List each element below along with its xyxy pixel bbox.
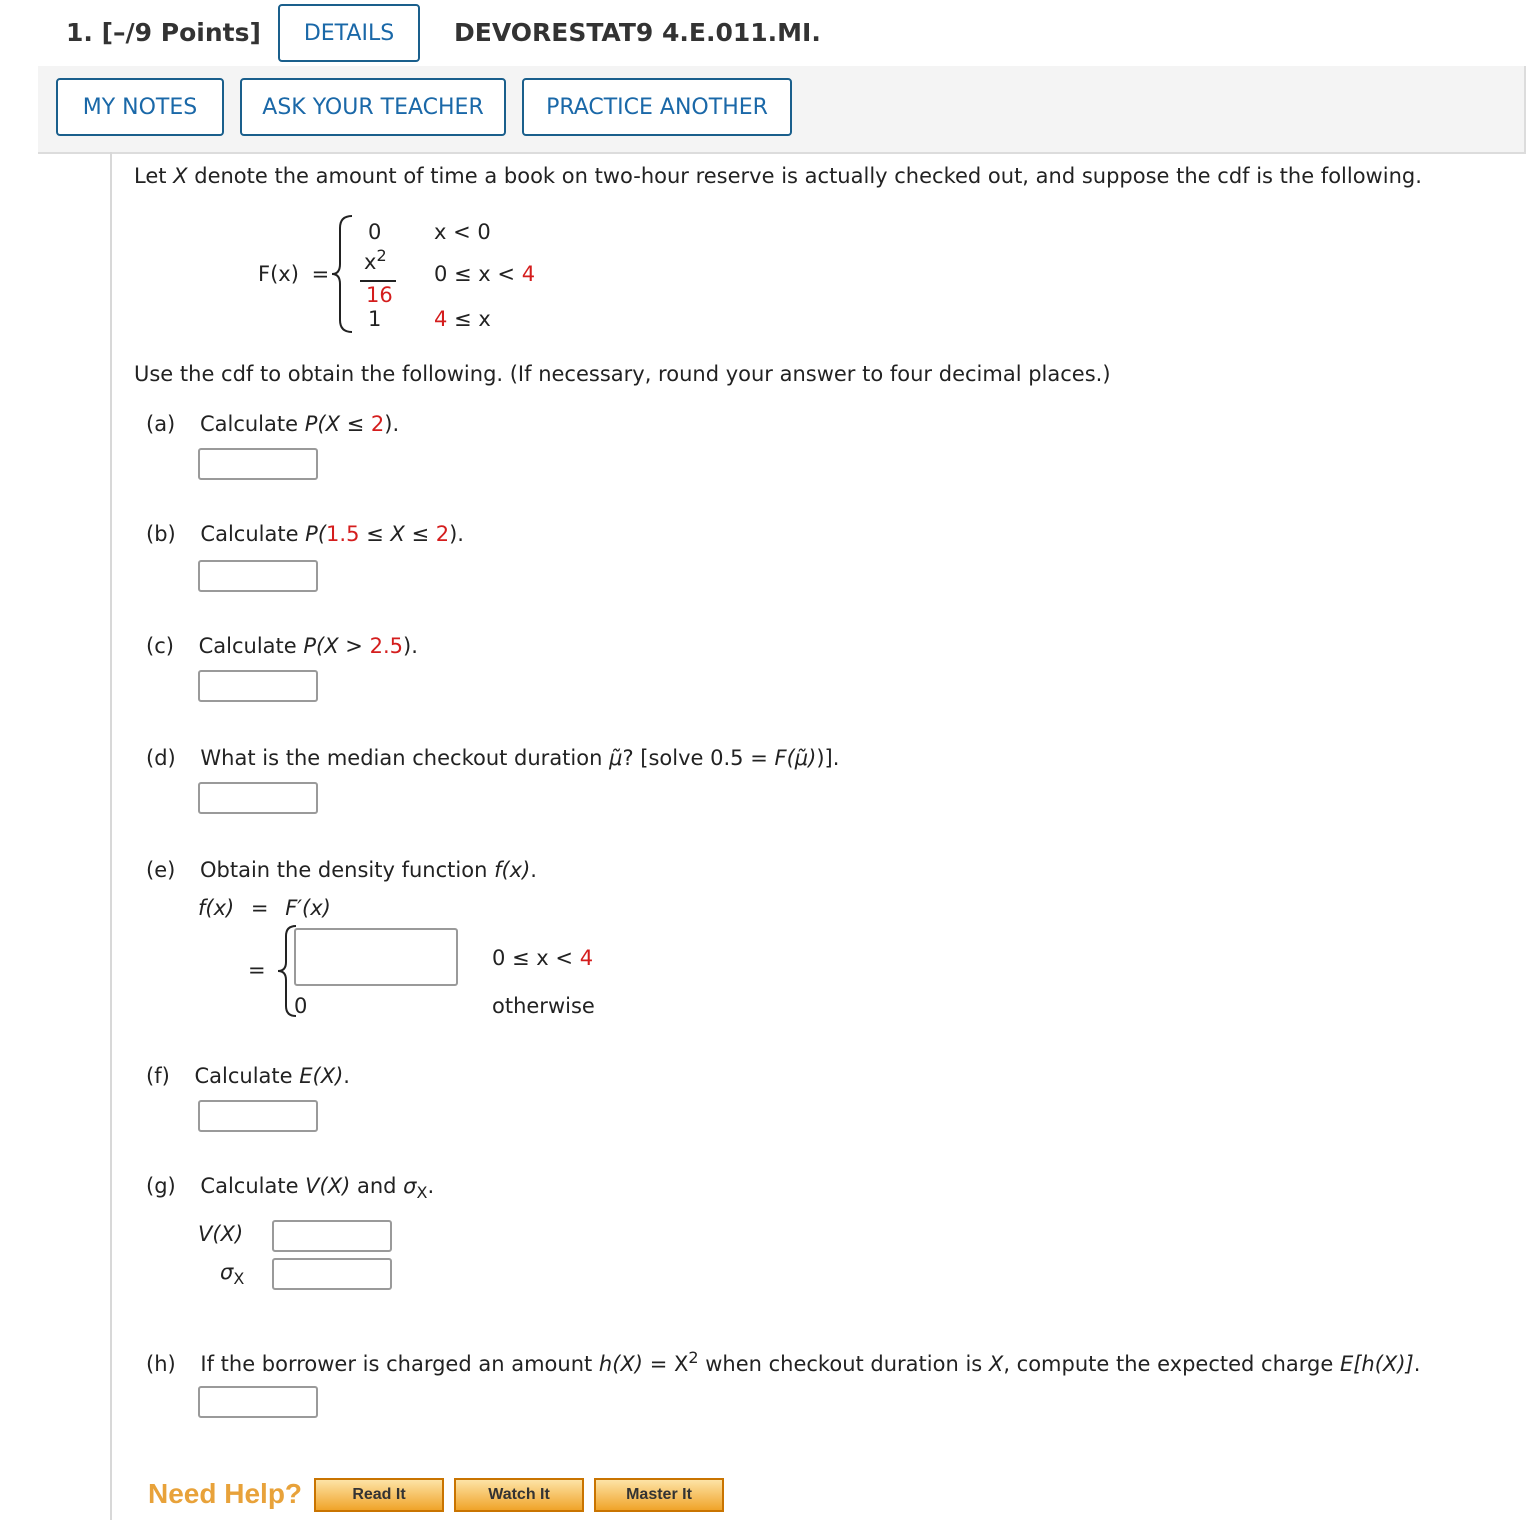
cdf-case-2-denominator: 16 (366, 283, 393, 307)
part-text: Calculate (200, 1174, 306, 1198)
part-text: Obtain the density function (200, 858, 495, 882)
expr: P( (305, 522, 327, 546)
intro-prefix: Let (134, 164, 174, 188)
expr-var: X (988, 1352, 1004, 1376)
std-dev-input[interactable] (272, 1258, 392, 1290)
numerator-exponent: 2 (376, 246, 387, 265)
part-f-prompt (146, 1064, 350, 1088)
std-dev-label (220, 1260, 244, 1288)
sigma-subscript: X (233, 1269, 245, 1289)
part-c-prompt (146, 634, 418, 658)
expr-end: . (1413, 1352, 1421, 1376)
variance-input[interactable] (272, 1220, 392, 1252)
part-e-prompt (146, 858, 537, 882)
part-letter: (d) (146, 746, 176, 770)
part-d-prompt (146, 746, 839, 770)
sigma-subscript: X (416, 1183, 428, 1203)
density-equals-2: = (248, 958, 266, 982)
variance-label: V(X) (198, 1222, 244, 1246)
density-lhs: f(x) (198, 896, 235, 920)
cdf-case-3-condition (434, 307, 491, 331)
answer-input-a[interactable] (198, 448, 318, 480)
points-label: [–/9 Points] (101, 18, 261, 47)
sigma-symbol: σ (220, 1260, 234, 1284)
expr-mid: ≤ X ≤ (359, 522, 436, 546)
ask-teacher-button[interactable]: ASK YOUR TEACHER (240, 78, 506, 136)
part-text: Calculate (200, 522, 306, 546)
expr-end: ). (384, 412, 400, 436)
part-text-2: ? [solve 0.5 = (622, 746, 775, 770)
cdf-equals: = (311, 262, 330, 286)
master-it-button[interactable] (594, 1478, 724, 1512)
intro-variable: X (173, 164, 188, 188)
cdf-case-3-value: 1 (368, 307, 382, 331)
density-condition-1 (492, 946, 593, 970)
answer-input-f[interactable] (198, 1100, 318, 1132)
part-text-3: , compute the expected charge (1003, 1352, 1340, 1376)
watch-it-label: Watch It (488, 1486, 550, 1503)
part-a-prompt (146, 412, 399, 436)
expr: E(X) (299, 1064, 344, 1088)
cond-b: ≤ x (447, 307, 491, 331)
expr-num2: 2 (435, 522, 450, 546)
part-text: What is the median checkout duration (200, 746, 610, 770)
expr-end: . (530, 858, 537, 882)
part-g-prompt (146, 1174, 434, 1202)
question-number-text: 1. (66, 18, 93, 47)
part-text: If the borrower is charged an amount (200, 1352, 599, 1376)
watch-it-button[interactable] (454, 1478, 584, 1512)
expr-2: E[h(X)] (1339, 1352, 1414, 1376)
practice-another-button[interactable]: PRACTICE ANOTHER (522, 78, 792, 136)
density-line-1 (198, 896, 331, 920)
part-text: Calculate (199, 412, 305, 436)
part-letter: (a) (146, 412, 176, 436)
density-rhs: F′(x) (285, 896, 331, 920)
part-letter: (b) (146, 522, 176, 546)
part-text-2: when checkout duration is (698, 1352, 989, 1376)
part-text: Calculate (198, 634, 304, 658)
part-text-3: )]. (816, 746, 840, 770)
cond-b: 4 (521, 262, 536, 286)
numerator-var: x (364, 250, 377, 274)
expr-exponent: 2 (688, 1348, 699, 1367)
cdf-case-1-value: 0 (368, 220, 382, 244)
expr-end: . (343, 1064, 350, 1088)
cond-a: 0 ≤ x < (492, 946, 580, 970)
expr-eq: = X (643, 1352, 689, 1376)
cdf-brace (330, 214, 356, 334)
instructions: Use the cdf to obtain the following. (If necessary, round your answer to four decimal places.) (134, 362, 1111, 386)
intro-suffix: denote the amount of time a book on two-hour reserve is actually checked out, and suppose the cdf is the following. (187, 164, 1422, 188)
read-it-label: Read It (352, 1486, 406, 1503)
density-zero: 0 (294, 994, 308, 1018)
expr: F(μ̃) (774, 746, 817, 770)
part-text: Calculate (194, 1064, 300, 1088)
part-b-prompt (146, 522, 464, 546)
median-symbol: μ̃ (609, 746, 623, 770)
question-number (66, 18, 261, 47)
cdf-case-2-condition (434, 262, 535, 286)
expr-num: 1.5 (326, 522, 360, 546)
answer-input-b[interactable] (198, 560, 318, 592)
cdf-function-name: F(x) (258, 262, 299, 286)
answer-input-h[interactable] (198, 1386, 318, 1418)
part-h-prompt (146, 1348, 1420, 1376)
expr-end: ). (403, 634, 418, 658)
expr-end: ). (449, 522, 464, 546)
part-letter: (f) (146, 1064, 170, 1088)
my-notes-button[interactable]: MY NOTES (56, 78, 224, 136)
expr: V(X) (305, 1174, 351, 1198)
need-help-label: Need Help? (148, 1478, 303, 1509)
answer-input-c[interactable] (198, 670, 318, 702)
answer-input-d[interactable] (198, 782, 318, 814)
part-letter: (g) (146, 1174, 176, 1198)
part-letter: (h) (146, 1352, 176, 1376)
read-it-button[interactable] (314, 1478, 444, 1512)
part-letter: (e) (146, 858, 176, 882)
problem-intro (134, 164, 1422, 188)
density-equals: = (250, 896, 269, 920)
part-letter: (c) (146, 634, 174, 658)
density-input[interactable] (294, 928, 458, 986)
cond-b: 4 (579, 946, 594, 970)
cond-a: 4 (434, 307, 448, 331)
fraction-bar (360, 280, 396, 282)
content-divider (110, 152, 112, 1520)
expr: h(X) (598, 1352, 644, 1376)
master-it-label: Master It (626, 1486, 692, 1503)
cond-a: 0 ≤ x < (434, 262, 522, 286)
expr-end: . (427, 1174, 435, 1198)
expr: P(X ≤ (304, 412, 371, 436)
details-button[interactable]: DETAILS (278, 4, 420, 62)
cdf-case-2-numerator (364, 246, 387, 274)
question-code: DEVORESTAT9 4.E.011.MI. (454, 18, 821, 47)
expr: f(x) (494, 858, 531, 882)
cdf-case-1-condition: x < 0 (434, 220, 491, 244)
density-condition-2: otherwise (492, 994, 595, 1018)
expr-num: 2.5 (369, 634, 403, 658)
and-text: and (350, 1174, 404, 1198)
expr-num: 2 (370, 412, 385, 436)
sigma-symbol: σ (403, 1174, 417, 1198)
cdf-label (258, 262, 329, 286)
expr: P(X > (303, 634, 370, 658)
